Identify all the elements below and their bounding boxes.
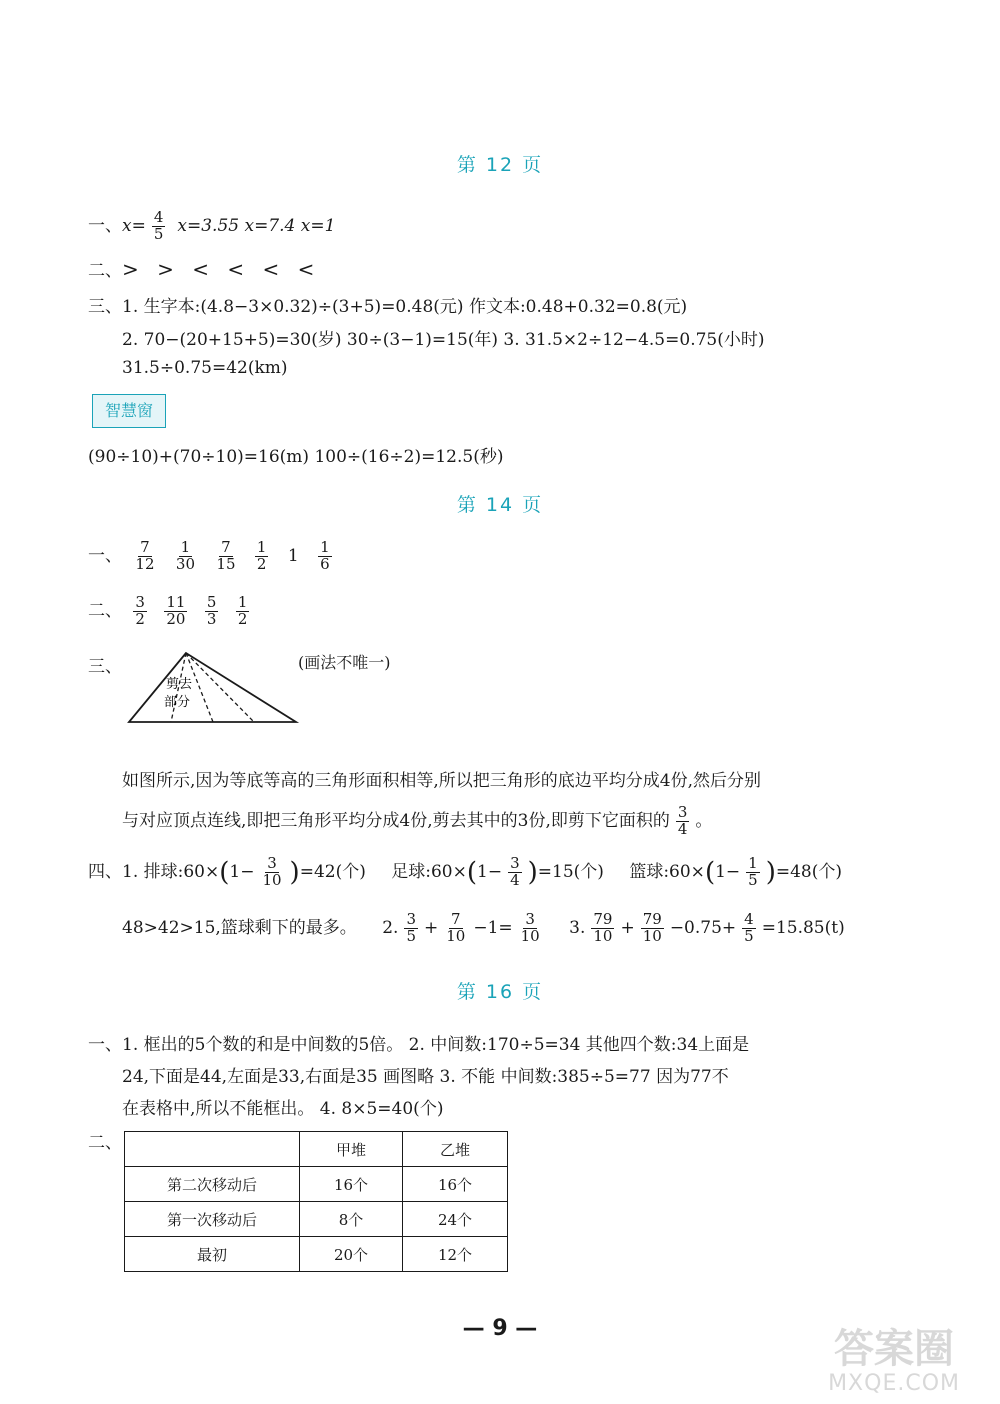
fraction: $\frac{3}{10}$ (520, 910, 540, 945)
fraction: $\frac{11}{20}$ (166, 593, 186, 628)
p12-q3-line3: 31.5÷0.75=42(km) (122, 358, 288, 378)
fraction: $\frac{3}{4}$ (510, 854, 520, 889)
fraction: $\frac{3}{2}$ (135, 593, 145, 628)
fraction: $\frac{3}{10}$ (262, 854, 282, 889)
table-row (125, 1202, 508, 1237)
p16-q1-line2: 24,下面是44,左面是33,右面是35 画图略 3. 不能 中间数:385÷5=77 因为77不 (122, 1067, 729, 1087)
fraction: $\frac{7}{15}$ (216, 538, 236, 573)
fraction: $\frac{1}{2}$ (256, 538, 267, 573)
fraction: $\frac{3}{5}$ (406, 910, 416, 945)
p16-q1-line3: 在表格中,所以不能框出。 4. 8×5=40(个) (122, 1099, 444, 1119)
fraction: $\frac{3}{4}$ (677, 803, 688, 838)
fraction: $\frac{4}{5}$ (744, 910, 754, 945)
table-cell: 16个 (300, 1167, 403, 1202)
table-header-cell: 乙堆 (403, 1132, 508, 1167)
table-row (125, 1237, 508, 1272)
q1-rest: x=3.55 x=7.4 x=1 (177, 215, 336, 236)
p16-q1-line1: 一、1. 框出的5个数的和是中间数的5倍。 2. 中间数:170÷5=34 其他四个数:34上面是 (88, 1035, 750, 1055)
table-cell: 20个 (300, 1237, 403, 1272)
table-row (125, 1167, 508, 1202)
fraction: $\frac{1}{30}$ (175, 538, 195, 573)
triangle-diagram (124, 650, 300, 726)
q1-label: 一、 (88, 1035, 122, 1055)
q2-symbols: > > < < < < (122, 257, 321, 281)
p14-q2 (88, 595, 255, 628)
q1-label: 一、 (88, 545, 122, 566)
p14-q4-line2: 48>42>15,篮球剩下的最多。 2. $\frac{3}{5}$ + $\frac{7}{10}$ −1= $\frac{3}{10}$ 3. $\frac{79}{10}$ + $\frac{79}{10}$ −0.75+ $\frac{4}{5}$ =15.85(t) (122, 910, 845, 945)
table-header-row (125, 1132, 508, 1167)
triangle-label-1: 剪去 (166, 677, 193, 692)
dashed-line (186, 653, 254, 722)
table-cell: 8个 (300, 1202, 403, 1237)
table-cell: 第一次移动后 (125, 1202, 300, 1237)
q1-fraction: $\frac{4}{5}$ (153, 208, 164, 243)
page-number: — 9 — (462, 1316, 538, 1341)
q2-label: 二、 (88, 261, 122, 281)
p14-q3-label: 三、 (88, 657, 122, 677)
p12-q2 (88, 256, 320, 281)
section-heading-p14: 第 14 页 (456, 494, 544, 516)
table-header-cell: 甲堆 (300, 1132, 403, 1167)
p14-q4-line1: 四、1. 排球:60×(1− $\frac{3}{10}$ )=42(个) 足球:60×(1− $\frac{3}{4}$ )=15(个) 篮球:60×(1− $\frac{1}{5}$ )=48(个) (88, 854, 842, 889)
fraction: $\frac{79}{10}$ (593, 910, 613, 945)
q3-label: 三、 (88, 297, 122, 317)
table-cell: 16个 (403, 1167, 508, 1202)
fraction: $\frac{1}{6}$ (320, 538, 330, 573)
watermark (828, 1327, 960, 1396)
fraction: $\frac{79}{10}$ (642, 910, 662, 945)
fraction: $\frac{5}{3}$ (206, 593, 217, 628)
table-cell: 12个 (403, 1237, 508, 1272)
explanation-line1: 如图所示,因为等底等高的三角形面积相等,所以把三角形的底边平均分成4份,然后分别 (122, 771, 762, 791)
triangle-outline (129, 653, 296, 722)
fraction: $\frac{1}{5}$ (748, 854, 758, 889)
q3-line1: 1. 生字本:(4.8−3×0.32)÷(3+5)=0.48(元) 作文本:0.48+0.32=0.8(元) (122, 297, 688, 317)
table-cell: 最初 (125, 1237, 300, 1272)
fraction: $\frac{1}{2}$ (237, 593, 248, 628)
p16-q2-label: 二、 (88, 1133, 122, 1153)
section-heading-p12: 第 12 页 (456, 154, 544, 176)
q1-label: 一、 (88, 215, 122, 236)
fraction: $\frac{7}{10}$ (446, 910, 466, 945)
section-heading-p16: 第 16 页 (456, 981, 544, 1003)
wisdom-tag: 智慧窗 (92, 394, 166, 428)
table-cell: 24个 (403, 1202, 508, 1237)
watermark-url: MXQE.COM (828, 1371, 960, 1396)
p12-q3-line2: 2. 70−(20+15+5)=30(岁) 30÷(3−1)=15(年) 3. 31.5×2÷12−4.5=0.75(小时) (122, 330, 765, 350)
watermark-logo: 答案圈 (834, 1326, 955, 1372)
p12-q1 (88, 210, 335, 243)
moving-piles-table (124, 1131, 508, 1272)
table-cell: 第二次移动后 (125, 1167, 300, 1202)
explanation-line2: 与对应顶点连线,即把三角形平均分成4份,剪去其中的3份,即剪下它面积的 $\frac{3}{4}$ 。 (122, 803, 713, 838)
triangle-label-2: 部分 (164, 695, 191, 710)
drawing-note: (画法不唯一) (298, 653, 391, 672)
table-header-cell (125, 1132, 300, 1167)
q1-prefix: x= (122, 215, 146, 236)
q4-label: 四、 (88, 861, 122, 882)
p14-q1 (88, 540, 338, 573)
wisdom-answer: (90÷10)+(70÷10)=16(m) 100÷(16÷2)=12.5(秒) (88, 447, 504, 467)
q2-label: 二、 (88, 600, 122, 621)
integer-one: 1 (287, 545, 299, 566)
p12-q3-line1 (88, 292, 687, 317)
fraction: $\frac{7}{12}$ (135, 538, 155, 573)
